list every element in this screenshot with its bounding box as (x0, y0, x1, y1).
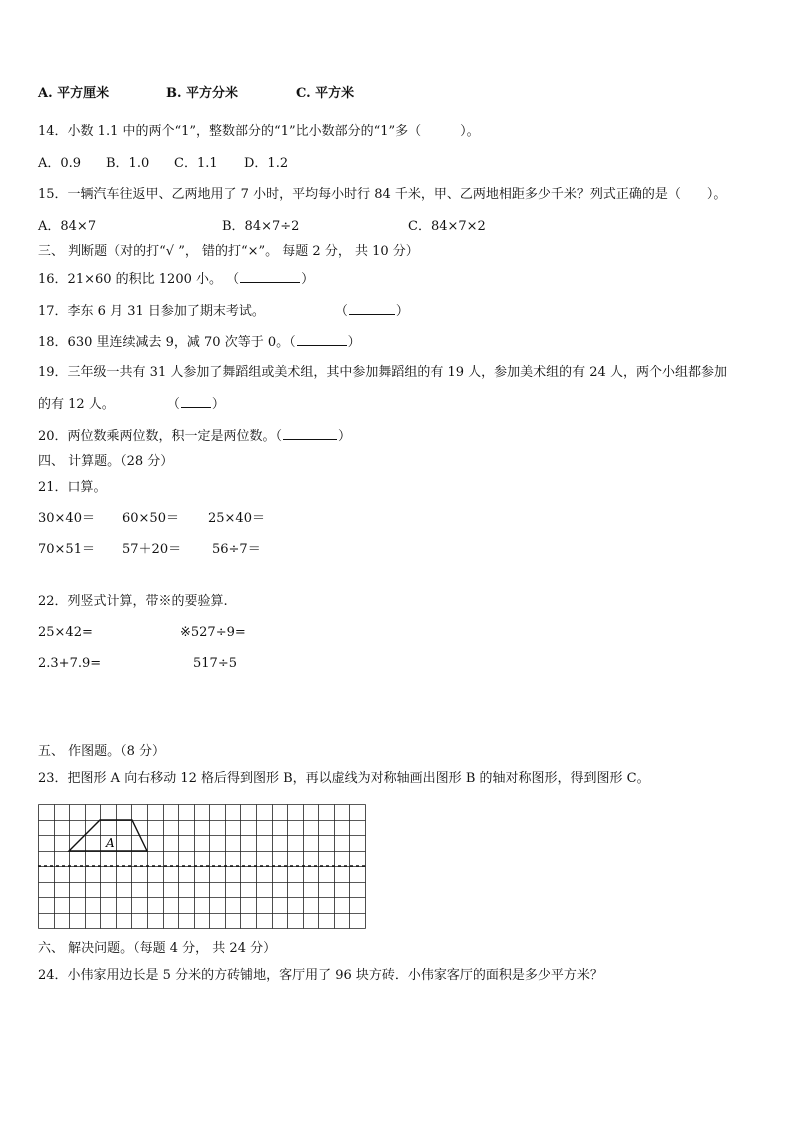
answer-blank[interactable] (240, 271, 300, 283)
drawing-grid (38, 804, 366, 933)
option-a: A. 平方厘米 (38, 86, 110, 101)
vertical-calc-item: 25×42= (38, 625, 93, 640)
section-3-heading: 三、 判断题（对的打“√ ”， 错的打“×”。 每题 2 分， 共 10 分） (38, 244, 419, 259)
open-paren: （ (166, 397, 180, 412)
question-20 (38, 428, 351, 445)
q17-text: 17．李东 6 月 31 日参加了期末考试。 (38, 304, 265, 319)
question-18 (38, 334, 361, 351)
shape-a-label: A (106, 836, 115, 850)
close-paren: ） (395, 304, 409, 319)
section-4-heading: 四、 计算题。（28 分） (38, 454, 174, 469)
option-c: C. 平方米 (296, 86, 355, 101)
grid-svg (38, 804, 366, 929)
oral-item: 56÷7＝ (212, 542, 261, 557)
vertical-calc-item: 2.3+7.9= (38, 656, 102, 671)
question-22: 22．列竖式计算，带※的要验算. (38, 594, 228, 609)
question-24: 24．小伟家用边长是 5 分米的方砖铺地，客厅用了 96 块方砖．小伟家客厅的面积是多少平方米？ (38, 968, 603, 983)
oral-item: 25×40＝ (208, 511, 265, 526)
question-19-line2 (38, 396, 225, 413)
section-6-heading: 六、 解决问题。（每题 4 分， 共 24 分） (38, 941, 277, 956)
q15-option-c: C．84×7×2 (408, 219, 486, 234)
section-5-heading: 五、 作图题。（8 分） (38, 744, 166, 759)
answer-blank[interactable] (349, 303, 395, 315)
q19-text: 的有 12 人。 (38, 397, 115, 412)
oral-item: 57＋20＝ (122, 542, 182, 557)
answer-blank[interactable] (181, 396, 211, 408)
question-15-stem: 15．一辆汽车往返甲、乙两地用了 7 小时，平均每小时行 84 千米，甲、乙两地相距多少千米？列式正确的是（ ）。 (38, 187, 727, 202)
q14-option-c: C．1.1 (174, 156, 218, 171)
close-paren: ） (211, 397, 225, 412)
q18-text: 18．630 里连续减去 9，减 70 次等于 0。（ (38, 335, 296, 350)
question-23: 23．把图形 A 向右移动 12 格后得到图形 B，再以虚线为对称轴画出图形 B 的轴对称图形，得到图形 C。 (38, 771, 650, 786)
oral-item: 70×51＝ (38, 542, 95, 557)
answer-blank[interactable] (283, 428, 337, 440)
q15-option-a: A．84×7 (38, 219, 97, 234)
answer-blank[interactable] (297, 334, 347, 346)
q14-option-b: B．1.0 (106, 156, 150, 171)
vertical-calc-item: 517÷5 (193, 656, 237, 671)
question-19-line1: 19．三年级一共有 31 人参加了舞蹈组或美术组，其中参加舞蹈组的有 19 人，参加美术组的有 24 人，两个小组都参加 (38, 365, 727, 380)
oral-item: 30×40＝ (38, 511, 95, 526)
vertical-calc-item: ※527÷9= (180, 625, 246, 640)
question-16 (38, 271, 314, 288)
close-paren: ） (338, 429, 352, 444)
q14-option-a: A．0.9 (38, 156, 82, 171)
q20-text: 20．两位数乘两位数，积一定是两位数。（ (38, 429, 283, 444)
close-paren: ） (301, 272, 315, 287)
close-paren: ） (347, 335, 361, 350)
question-21: 21．口算。 (38, 480, 107, 495)
option-b: B. 平方分米 (166, 86, 239, 101)
q15-option-b: B．84×7÷2 (222, 219, 300, 234)
question-17 (38, 303, 409, 320)
oral-item: 60×50＝ (122, 511, 179, 526)
open-paren: （ (334, 304, 348, 319)
question-14-stem: 14．小数 1.1 中的两个“1”，整数部分的“1”比小数部分的“1”多（ ）。 (38, 124, 480, 139)
q14-option-d: D．1.2 (244, 156, 289, 171)
q16-text: 16．21×60 的积比 1200 小。 （ (38, 272, 240, 287)
